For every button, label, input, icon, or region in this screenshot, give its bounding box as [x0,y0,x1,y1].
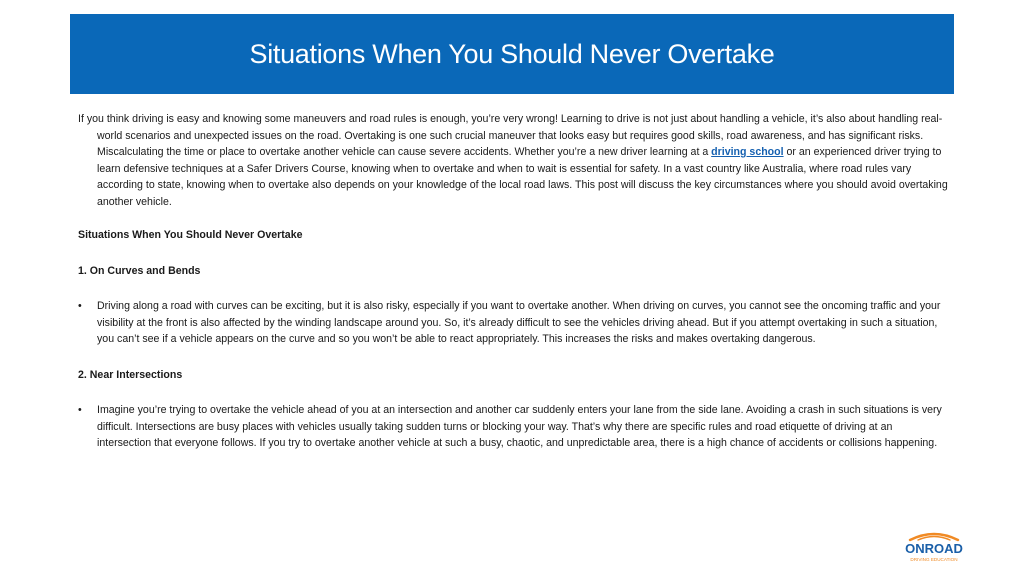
bullet-marker: • [78,404,82,416]
intro-text-end: or an experienced driver trying to learn defensive techniques at a Safer Drivers Course, knowing when to overtake and when to wait is essential for safety. In a vast country like Australia, where road rules vary according to state, knowing when to overtake also depends on your knowledge of the local road laws. This post will discuss the key circumstances where you should avoid overtaking another vehicle. [97,146,948,208]
section-1-text: Driving along a road with curves can be exciting, but it is also risky, especially if you want to overtake another. When driving on curves, you cannot see the oncoming traffic and your visibility at the front is also affected by the winding landscape around you. So, it’s already difficult to see the vehicles driving ahead. But if you attempt overtaking in such a situation, you can’t see if a vehicle appears on the curve and so you won’t be able to react appropriately. This increases the risks and makes overtaking dangerous. [97,300,941,345]
bullet-marker: • [78,300,82,312]
section-1-bullet [78,298,948,348]
onroad-logo [896,530,972,564]
title-banner [70,14,954,94]
intro-paragraph [78,111,948,210]
intro-text-start: If you think driving is easy and knowing some maneuvers and road rules is enough, you’re very wrong! Learning to drive is not just about handling a vehicle, it’s also about handling real-world scenarios and unexpected issues on the road. Overtaking is one such crucial maneuver that looks easy but requires good skills, road awareness, and has significant risks. Miscalculating the time or place to overtake another vehicle can cause severe accidents. Whether you’re a new driver learning at a [78,113,943,158]
svg-text:DRIVING EDUCATION: DRIVING EDUCATION [910,557,958,562]
main-heading: Situations When You Should Never Overtake [78,229,303,241]
section-2-text: Imagine you’re trying to overtake the vehicle ahead of you at an intersection and another car suddenly enters your lane from the side lane. Avoiding a crash in such situations is very difficult. Intersections are busy places with vehicles usually taking sudden turns or blocking your way. That’s why there are specific rules and road etiquette of driving at an intersection that everyone follows. If you try to overtake another vehicle at such a busy, chaotic, and unpredictable area, there is a high chance of accidents or collisions happening. [97,404,942,449]
page-title: Situations When You Should Never Overtake [249,38,775,69]
onroad-logo-graphic [896,530,972,564]
article-body [78,111,948,452]
section-1-title: 1. On Curves and Bends [78,264,201,277]
section-2-title: 2. Near Intersections [78,368,183,381]
driving-school-link[interactable]: driving school [711,146,784,158]
section-2-bullet [78,402,948,452]
svg-text:ONROAD: ONROAD [905,541,963,556]
